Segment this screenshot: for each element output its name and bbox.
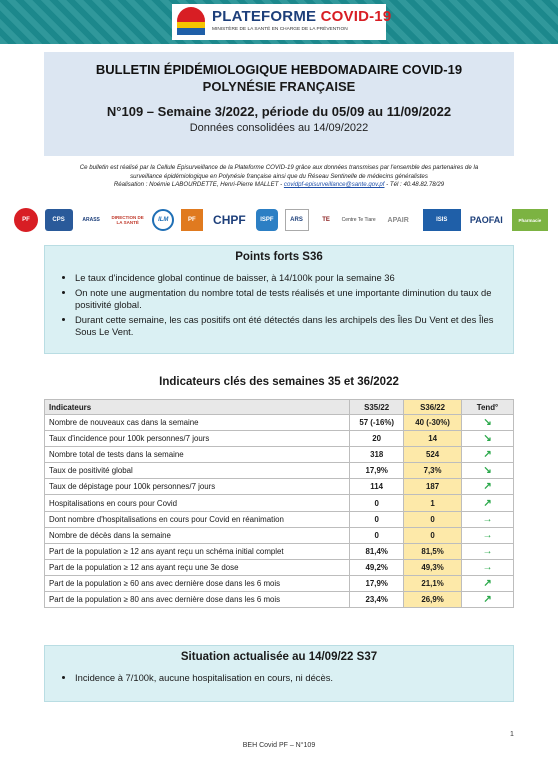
partner-logo-apair: APAIR xyxy=(387,216,409,224)
indicator-s35-value: 0 xyxy=(350,527,404,543)
brand-part1: PLATEFORME xyxy=(212,8,317,25)
partner-logo-ilm: ILM xyxy=(152,209,174,231)
indicator-row xyxy=(45,592,514,608)
situation-title: Situation actualisée au 14/09/22 S37 xyxy=(180,651,378,663)
indicator-trend-arrow xyxy=(462,543,514,559)
indicators-title: Indicateurs clés des semaines 35 et 36/2022 xyxy=(159,376,399,388)
indicator-s36-value: 187 xyxy=(404,479,462,495)
indicator-label: Part de la population ≥ 80 ans avec dernière dose dans les 6 mois xyxy=(45,592,350,608)
indicator-trend-arrow xyxy=(462,463,514,479)
indicators-table xyxy=(44,399,514,608)
brand-subtitle: MINISTÈRE DE LA SANTÉ EN CHARGE DE LA PRÉVENTION xyxy=(212,27,348,32)
indicator-label: Nombre de nouveaux cas dans la semaine xyxy=(45,415,350,431)
indicator-s36-value: 81,5% xyxy=(404,543,462,559)
key-points-box xyxy=(44,245,514,354)
indicator-trend-arrow xyxy=(462,495,514,511)
realisation-names: Noémie LABOURDETTE, Henri-Pierre MALLET - xyxy=(147,181,284,188)
brand-part2: COVID-19 xyxy=(320,8,392,25)
indicator-row xyxy=(45,463,514,479)
indicator-row xyxy=(45,447,514,463)
indicator-s35-value: 49,2% xyxy=(350,559,404,575)
polynesia-logo-icon xyxy=(177,7,205,35)
indicator-s35-value: 81,4% xyxy=(350,543,404,559)
partner-logos xyxy=(14,206,548,234)
brand-title xyxy=(212,8,391,25)
trend-arrow-icon: → xyxy=(482,513,493,525)
realisation-label: Réalisation : xyxy=(113,181,148,188)
indicator-label: Part de la population ≥ 60 ans avec dernière dose dans les 6 mois xyxy=(45,575,350,591)
indicator-label: Nombre de décès dans la semaine xyxy=(45,527,350,543)
indicator-row xyxy=(45,495,514,511)
indicator-s35-value: 20 xyxy=(350,431,404,447)
partner-logo-isis: ISIS xyxy=(423,209,461,231)
trend-arrow-icon: ↘ xyxy=(483,465,492,477)
indicator-label: Part de la population ≥ 12 ans ayant reçu une 3e dose xyxy=(45,559,350,575)
indicator-row xyxy=(45,415,514,431)
brand-panel xyxy=(172,4,392,40)
credits-line1: Ce bulletin est réalisé par la Cellule Episurveillance de la Plateforme COVID-19 grâce aux données transmises par l'ensemble des partenaires de la xyxy=(79,164,479,171)
doc-subtitle: POLYNÉSIE FRANÇAISE xyxy=(202,79,356,94)
indicator-trend-arrow xyxy=(462,415,514,431)
indicator-row xyxy=(45,479,514,495)
indicator-s36-value: 0 xyxy=(404,527,462,543)
situation-list xyxy=(45,672,513,683)
contact-email-link[interactable]: covidpf-episurveillance@sante.gov.pf xyxy=(283,181,385,188)
key-point-item: • On note une augmentation du nombre total de tests réalisés et une importante diminution du taux de positivité global. xyxy=(75,287,513,312)
credits-line2: surveillance épidémiologique en Polynésie française ainsi que du Réseau Sentinelle de médecins généralistes xyxy=(130,172,428,180)
indicator-s36-value: 14 xyxy=(404,431,462,447)
indicator-s36-value: 26,9% xyxy=(404,592,462,608)
indicator-row xyxy=(45,511,514,527)
indicator-trend-arrow xyxy=(462,479,514,495)
indicators-header-row xyxy=(45,400,514,415)
credits xyxy=(44,164,514,190)
contact-tel: - Tél : 40.48.82.78/29 xyxy=(384,181,445,188)
doc-consolidation-date: Données consolidées au 14/09/2022 xyxy=(189,122,369,134)
trend-arrow-icon: → xyxy=(482,545,493,557)
trend-arrow-icon: ↗ xyxy=(483,497,492,509)
indicator-trend-arrow xyxy=(462,511,514,527)
doc-issue: N°109 – Semaine 3/2022, période du 05/09 au 11/09/2022 xyxy=(106,104,452,119)
footer-text: BEH Covid PF – N°109 xyxy=(242,742,316,749)
indicator-s35-value: 0 xyxy=(350,511,404,527)
indicator-row xyxy=(45,575,514,591)
trend-arrow-icon: → xyxy=(482,529,493,541)
header-banner xyxy=(0,0,558,44)
indicator-trend-arrow xyxy=(462,431,514,447)
indicator-row xyxy=(45,431,514,447)
partner-logo-ars: ARS xyxy=(285,209,309,231)
indicator-s35-value: 57 (-16%) xyxy=(350,415,404,431)
indicator-s36-value: 0 xyxy=(404,511,462,527)
trend-arrow-icon: ↗ xyxy=(483,481,492,493)
indicator-trend-arrow xyxy=(462,592,514,608)
indicator-s36-value: 49,3% xyxy=(404,559,462,575)
partner-logo-pf: PF xyxy=(14,208,38,232)
indicator-row xyxy=(45,559,514,575)
indicator-s36-value: 21,1% xyxy=(404,575,462,591)
indicator-s35-value: 0 xyxy=(350,495,404,511)
indicator-row xyxy=(45,543,514,559)
indicator-s35-value: 23,4% xyxy=(350,592,404,608)
key-points-title: Points forts S36 xyxy=(235,251,323,263)
credits-realisation xyxy=(44,181,514,190)
indicator-label: Taux de dépistage pour 100k personnes/7 jours xyxy=(45,479,350,495)
partner-logo-pf2: PF xyxy=(181,209,203,231)
indicator-label: Nombre total de tests dans la semaine xyxy=(45,447,350,463)
partner-logo-cps: CPS xyxy=(45,209,73,231)
header-indicateurs: Indicateurs xyxy=(45,400,350,415)
indicator-s36-value: 524 xyxy=(404,447,462,463)
indicator-label: Dont nombre d'hospitalisations en cours pour Covid en réanimation xyxy=(45,511,350,527)
indicator-trend-arrow xyxy=(462,447,514,463)
indicator-s36-value: 7,3% xyxy=(404,463,462,479)
indicator-row xyxy=(45,527,514,543)
indicator-label: Hospitalisations en cours pour Covid xyxy=(45,495,350,511)
indicator-s36-value: 40 (-30%) xyxy=(404,415,462,431)
partner-logo-pharmacie: Pharmacie xyxy=(512,209,548,231)
situation-item: • Incidence à 7/100k, aucune hospitalisation en cours, ni décès. xyxy=(75,672,513,683)
indicator-label: Part de la population ≥ 12 ans ayant reçu un schéma initial complet xyxy=(45,543,350,559)
partner-logo-centre-te-tiare: Centre Te Tiare xyxy=(341,217,376,223)
key-point-item: • Le taux d'incidence global continue de baisser, à 14/100k pour la semaine 36 xyxy=(75,272,513,285)
header-trend: Tend° xyxy=(462,400,514,415)
page-number: 1 xyxy=(510,731,514,738)
partner-logo-ispf: ISPF xyxy=(256,209,278,231)
indicator-label: Taux de positivité global xyxy=(45,463,350,479)
header-s35: S35/22 xyxy=(350,400,404,415)
indicator-label: Taux d'incidence pour 100k personnes/7 jours xyxy=(45,431,350,447)
trend-arrow-icon: ↗ xyxy=(483,594,492,606)
indicator-trend-arrow xyxy=(462,575,514,591)
key-points-list xyxy=(45,272,513,339)
indicator-s35-value: 17,9% xyxy=(350,575,404,591)
indicator-s36-value: 1 xyxy=(404,495,462,511)
partner-logo-paofai: PAOFAI xyxy=(469,215,503,225)
doc-title: BULLETIN ÉPIDÉMIOLOGIQUE HEBDOMADAIRE COVID-19 xyxy=(95,62,463,77)
header-s36: S36/22 xyxy=(404,400,462,415)
trend-arrow-icon: ↘ xyxy=(483,417,492,429)
trend-arrow-icon: ↗ xyxy=(483,449,492,461)
partner-logo-direction-sante: DIRECTION DE LA SANTÉ xyxy=(111,215,144,225)
title-block xyxy=(44,52,514,156)
indicator-trend-arrow xyxy=(462,559,514,575)
indicator-s35-value: 114 xyxy=(350,479,404,495)
partner-logo-chpf: CHPF xyxy=(213,213,246,227)
indicator-s35-value: 17,9% xyxy=(350,463,404,479)
trend-arrow-icon: → xyxy=(482,561,493,573)
indicator-s35-value: 318 xyxy=(350,447,404,463)
situation-box xyxy=(44,645,514,702)
partner-logo-te: TE xyxy=(322,217,330,223)
key-point-item: • Durant cette semaine, les cas positifs ont été détectés dans les archipels des Îles Du Vent et des Îles Sous Le Vent. xyxy=(75,314,513,339)
partner-logo-arass: ARASS xyxy=(82,217,100,223)
trend-arrow-icon: ↗ xyxy=(483,577,492,589)
trend-arrow-icon: ↘ xyxy=(483,433,492,445)
indicator-trend-arrow xyxy=(462,527,514,543)
